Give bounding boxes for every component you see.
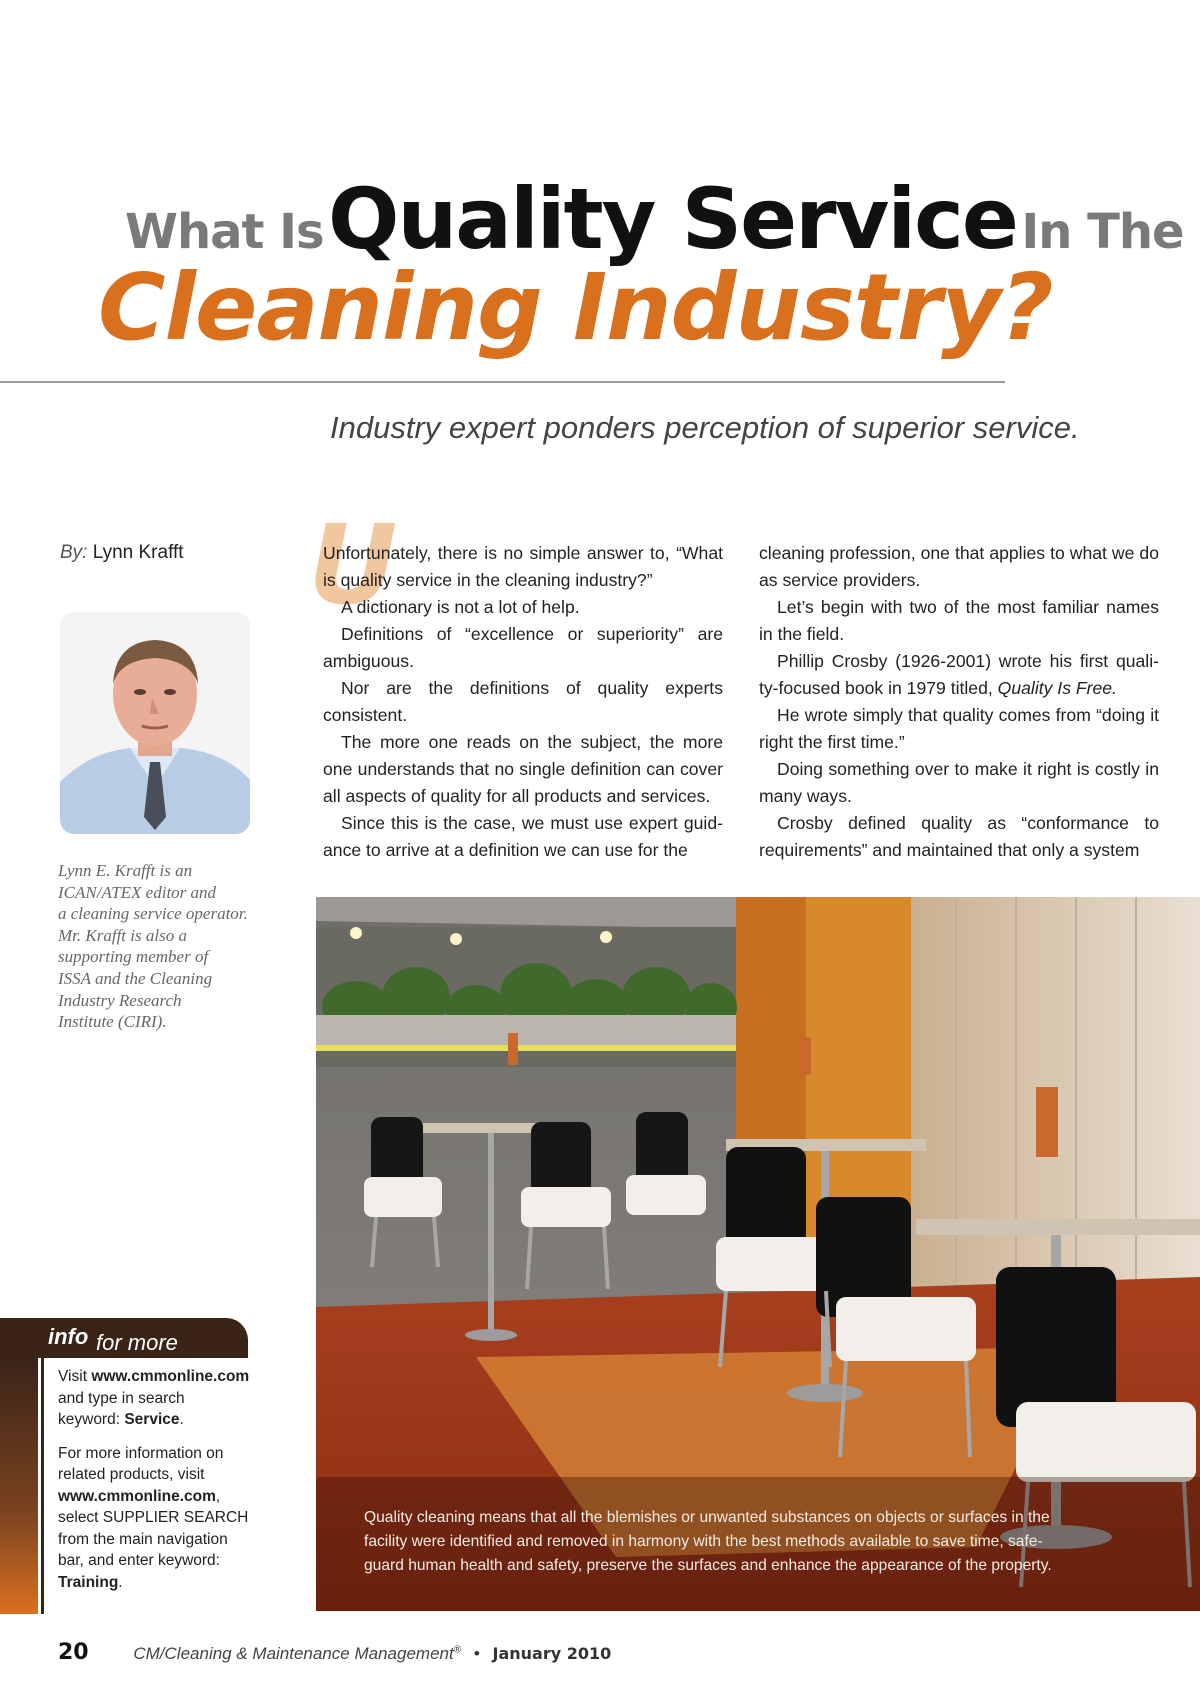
author-photo [60,612,250,834]
article-column-2 [759,540,1159,864]
title-rule [0,381,1005,383]
info-text: from the main navigation [58,1530,228,1548]
info-text: related products, visit [58,1466,205,1483]
info-box-header [0,1318,248,1358]
cafe-photo [316,897,1200,1611]
byline-label: By: [60,542,88,563]
author-bio [58,860,258,1033]
paragraph: Unfortunately, there is no simple answer to, “What is quality service in the cleaning industry?” [323,543,723,590]
author-bio-line: ICAN/ATEX editor and [58,882,217,902]
cafe-illustration [316,897,1200,1611]
paragraph-text: Phillip Crosby (1926-2001) wrote his first quali-ty-focused book in 1979 titled, [759,651,1159,698]
info-box-body [58,1366,258,1593]
info-text: keyword: [58,1411,125,1428]
title-prefix: What Is [125,204,324,260]
info-text: . [179,1411,184,1428]
paragraph: Definitions of “excellence or superiority” are ambiguous. [323,624,723,671]
info-box-divider [41,1358,44,1614]
author-bio-line: Mr. Krafft is also a [58,925,187,945]
info-text: For more information on [58,1444,224,1462]
info-header-bold: info [48,1324,89,1349]
author-bio-line: Institute (CIRI). [58,1012,167,1032]
author-bio-line: ISSA and the Cleaning [58,968,213,988]
subtitle: Industry expert ponders perception of superior service. [330,410,1080,445]
paragraph [759,648,1159,702]
info-box-accent-strip [0,1358,38,1614]
info-link-cmmonline-2[interactable]: www.cmmonline.com [58,1487,216,1505]
author-bio-line: a cleaning service operator. [58,904,248,924]
page-number: 20 [58,1640,89,1665]
caption-line: facility were identified and removed in harmony with the best methods available to save time, safe- [364,1533,1043,1550]
info-keyword-training: Training [58,1573,119,1591]
paragraph: Doing something over to make it right is costly in many ways. [759,759,1159,806]
paragraph: He wrote simply that quality comes from “doing it right the first time.” [759,705,1159,752]
byline-author: Lynn Krafft [92,542,184,563]
paragraph: Since this is the case, we must use expert guid-ance to arrive at a definition we can use for the [323,813,723,860]
info-text: bar, and enter keyword: [58,1552,220,1569]
title-suffix: In The [1021,204,1184,260]
registered-mark: ® [453,1644,462,1656]
photo-caption [364,1506,1084,1578]
info-text: and type in search [58,1389,185,1407]
caption-line: guard human health and safety, preserve the surfaces and enhance the appearance of the property. [364,1557,1052,1574]
info-header-light: for more [96,1330,178,1355]
author-bio-line: supporting member of [58,947,209,967]
article-column-1 [323,540,723,864]
title-emphasis: Quality Service [328,170,1017,268]
drop-cap: U [308,501,398,629]
info-link-cmmonline[interactable]: www.cmmonline.com [91,1368,250,1385]
paragraph: cleaning profession, one that applies to what we do as service providers. [759,543,1159,590]
paragraph: The more one reads on the subject, the more one understands that no single definition can cover all aspects of quality for all products and services. [323,732,723,806]
book-title: Quality Is Free. [997,678,1117,698]
info-text: select SUPPLIER SEARCH [58,1509,249,1526]
paragraph: Let’s begin with two of the most familiar names in the field. [759,597,1159,644]
paragraph: Crosby defined quality as “conformance to requirements” and maintained that only a system [759,813,1159,860]
info-keyword-service: Service [124,1411,180,1428]
author-bio-line: Lynn E. Krafft is an [58,861,193,880]
publication-name: CM/Cleaning & Maintenance Management [133,1644,454,1663]
caption-line: Quality cleaning means that all the blemishes or unwanted substances on objects or surfaces in the [364,1509,1050,1526]
info-text: . [118,1573,123,1591]
title-line-2: Cleaning Industry? [98,254,1053,361]
info-text: , [215,1487,221,1505]
info-text: Visit [58,1368,92,1385]
issue-date: January 2010 [492,1644,612,1663]
page-footer [58,1640,611,1665]
author-bio-line: Industry Research [58,990,182,1010]
author-portrait [60,612,250,834]
footer-bullet: • [473,1644,480,1663]
byline [60,542,184,564]
paragraph: Nor are the definitions of quality experts consistent. [323,678,723,725]
paragraph: A dictionary is not a lot of help. [341,597,580,617]
